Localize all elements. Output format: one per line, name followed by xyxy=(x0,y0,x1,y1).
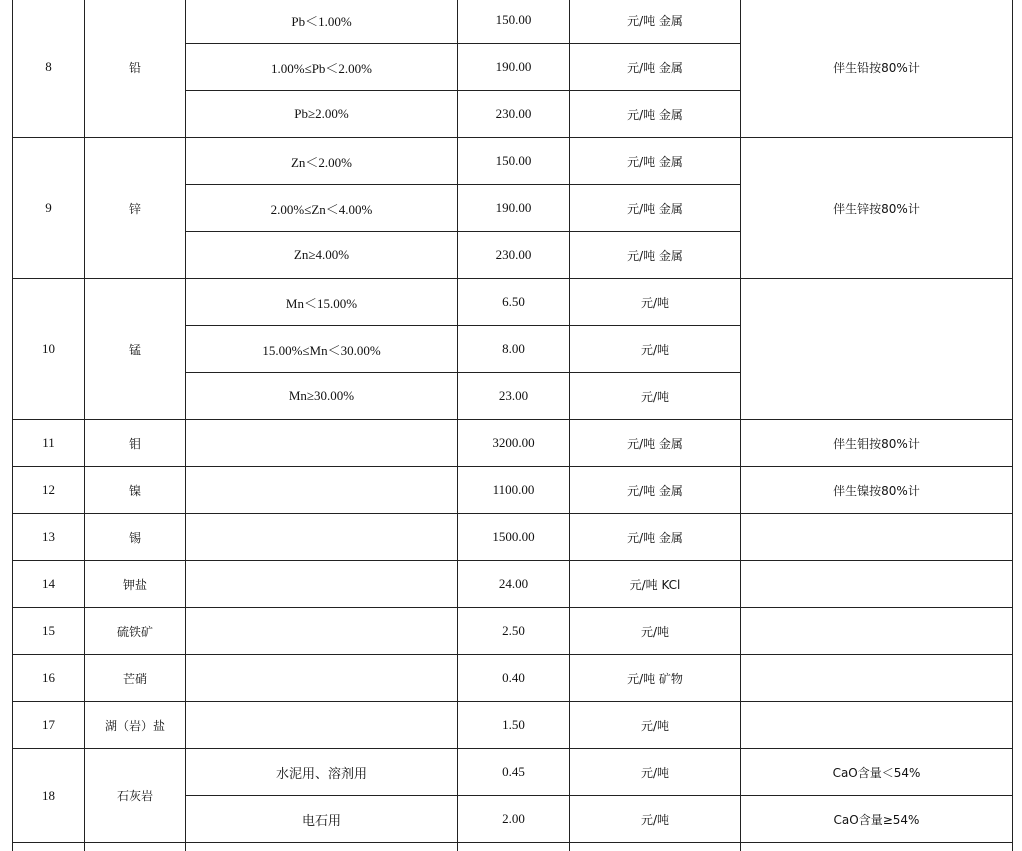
table-row xyxy=(13,561,1013,608)
grade-cell: Zn＜2.00% xyxy=(186,138,458,185)
mineral-name-cell: 锌 xyxy=(85,138,186,279)
grade-cell: 2.00%≤Zn＜4.00% xyxy=(186,185,458,232)
grade-cell xyxy=(186,843,458,851)
mineral-name-cell: 湖（岩）盐 xyxy=(85,702,186,749)
remark-cell xyxy=(741,279,1013,420)
rate-cell: 8.00 xyxy=(458,326,570,373)
item-number-cell: 18 xyxy=(13,749,85,843)
grade-cell: Mn≥30.00% xyxy=(186,373,458,420)
mineral-name-cell: 锰 xyxy=(85,279,186,420)
grade-cell xyxy=(186,467,458,514)
item-number-cell: 14 xyxy=(13,561,85,608)
grade-cell xyxy=(186,514,458,561)
grade-cell: 水泥用、溶剂用 xyxy=(186,749,458,796)
rate-cell: 3200.00 xyxy=(458,420,570,467)
table-row xyxy=(13,420,1013,467)
unit-cell: 元/吨 xyxy=(570,608,741,655)
unit-cell: 元/吨 金属 xyxy=(570,138,741,185)
grade-cell xyxy=(186,608,458,655)
unit-cell: 元/吨 xyxy=(570,796,741,843)
unit-cell: 元/吨 金属 xyxy=(570,514,741,561)
remark-cell xyxy=(741,702,1013,749)
unit-cell: 元/吨 xyxy=(570,702,741,749)
rate-cell: 1500.00 xyxy=(458,514,570,561)
item-number-cell: 16 xyxy=(13,655,85,702)
rate-cell: 23.00 xyxy=(458,373,570,420)
remark-cell xyxy=(741,608,1013,655)
grade-cell: 1.00%≤Pb＜2.00% xyxy=(186,44,458,91)
mineral-name-cell: 镍 xyxy=(85,467,186,514)
rate-cell: 2.00 xyxy=(458,796,570,843)
rate-cell: 0.40 xyxy=(458,655,570,702)
rate-cell: 150.00 xyxy=(458,138,570,185)
rate-cell: 1.50 xyxy=(458,702,570,749)
grade-cell xyxy=(186,702,458,749)
rate-cell: 190.00 xyxy=(458,44,570,91)
table-row xyxy=(13,749,1013,796)
table-row xyxy=(13,608,1013,655)
unit-cell: 元/吨 金属 xyxy=(570,0,741,44)
table-row xyxy=(13,843,1013,851)
rate-cell: 230.00 xyxy=(458,232,570,279)
unit-cell: 元/吨 xyxy=(570,373,741,420)
rate-cell: 24.00 xyxy=(458,561,570,608)
remark-cell xyxy=(741,514,1013,561)
unit-cell: 元/吨 xyxy=(570,279,741,326)
unit-cell: 元/吨 金属 xyxy=(570,467,741,514)
table-row xyxy=(13,0,1013,44)
remark-cell: CaO含量≥54% xyxy=(741,796,1013,843)
table-body xyxy=(13,0,1013,851)
unit-cell: 元/吨 xyxy=(570,749,741,796)
unit-cell: 元/吨 金属 xyxy=(570,44,741,91)
rate-cell: 190.00 xyxy=(458,185,570,232)
grade-cell xyxy=(186,420,458,467)
item-number-cell: 15 xyxy=(13,608,85,655)
grade-cell: 15.00%≤Mn＜30.00% xyxy=(186,326,458,373)
table-row xyxy=(13,138,1013,185)
remark-cell: 伴生钼按80%计 xyxy=(741,420,1013,467)
item-number-cell: 13 xyxy=(13,514,85,561)
remark-cell xyxy=(741,655,1013,702)
remark-cell xyxy=(741,561,1013,608)
table-row xyxy=(13,702,1013,749)
unit-cell: 元/吨 KCl xyxy=(570,561,741,608)
unit-cell: 元/吨 金属 xyxy=(570,185,741,232)
mineral-name-cell xyxy=(85,843,186,851)
remark-cell: CaO含量＜54% xyxy=(741,749,1013,796)
mineral-name-cell: 硫铁矿 xyxy=(85,608,186,655)
table-row xyxy=(13,279,1013,326)
rate-cell: 6.50 xyxy=(458,279,570,326)
mineral-name-cell: 锡 xyxy=(85,514,186,561)
table-row xyxy=(13,514,1013,561)
rate-cell: 150.00 xyxy=(458,0,570,44)
grade-cell: Zn≥4.00% xyxy=(186,232,458,279)
grade-cell xyxy=(186,561,458,608)
rate-cell: 230.00 xyxy=(458,91,570,138)
unit-cell: 元/吨 矿物 xyxy=(570,655,741,702)
table-row xyxy=(13,655,1013,702)
item-number-cell xyxy=(13,843,85,851)
grade-cell: Pb＜1.00% xyxy=(186,0,458,44)
rate-cell xyxy=(458,843,570,851)
grade-cell: 电石用 xyxy=(186,796,458,843)
grade-cell: Pb≥2.00% xyxy=(186,91,458,138)
remark-cell xyxy=(741,843,1013,851)
item-number-cell: 12 xyxy=(13,467,85,514)
unit-cell: 元/吨 金属 xyxy=(570,420,741,467)
grade-cell: Mn＜15.00% xyxy=(186,279,458,326)
table-row xyxy=(13,467,1013,514)
remark-cell: 伴生铅按80%计 xyxy=(741,0,1013,138)
tax-rate-table xyxy=(12,0,1013,851)
mineral-name-cell: 芒硝 xyxy=(85,655,186,702)
unit-cell: 元/吨 金属 xyxy=(570,232,741,279)
mineral-name-cell: 钼 xyxy=(85,420,186,467)
rate-cell: 0.45 xyxy=(458,749,570,796)
unit-cell: 元/吨 xyxy=(570,326,741,373)
mineral-name-cell: 钾盐 xyxy=(85,561,186,608)
remark-cell: 伴生锌按80%计 xyxy=(741,138,1013,279)
item-number-cell: 9 xyxy=(13,138,85,279)
rate-cell: 1100.00 xyxy=(458,467,570,514)
remark-cell: 伴生镍按80%计 xyxy=(741,467,1013,514)
mineral-name-cell: 石灰岩 xyxy=(85,749,186,843)
item-number-cell: 10 xyxy=(13,279,85,420)
unit-cell xyxy=(570,843,741,851)
item-number-cell: 17 xyxy=(13,702,85,749)
rate-cell: 2.50 xyxy=(458,608,570,655)
grade-cell xyxy=(186,655,458,702)
item-number-cell: 8 xyxy=(13,0,85,138)
item-number-cell: 11 xyxy=(13,420,85,467)
unit-cell: 元/吨 金属 xyxy=(570,91,741,138)
mineral-name-cell: 铅 xyxy=(85,0,186,138)
